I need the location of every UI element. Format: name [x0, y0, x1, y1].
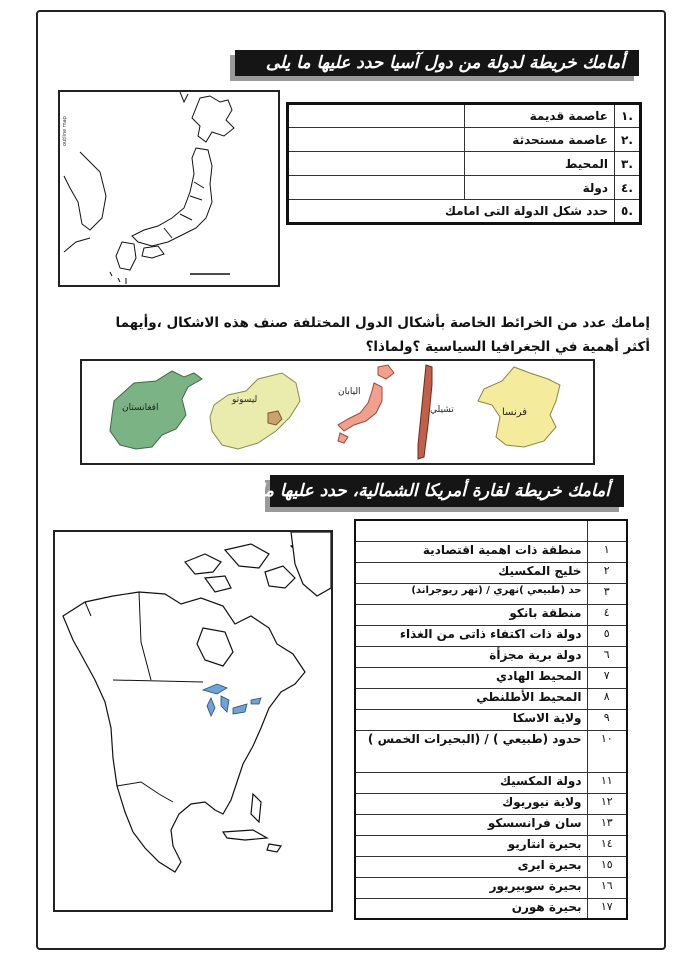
- item-text: حد (طبيعي )نهري / (نهر ريوجراند): [355, 583, 587, 604]
- table-row: [355, 541, 627, 562]
- item-number: ٨: [587, 688, 627, 709]
- item-text: بحيرة هورن: [355, 898, 587, 919]
- table-row: [355, 898, 627, 919]
- table-row: [355, 793, 627, 814]
- item-text: منطقة بانكو: [355, 604, 587, 625]
- item-text: خليج المكسيك: [355, 562, 587, 583]
- item-number: ١٣: [587, 814, 627, 835]
- item-number: ١٧: [587, 898, 627, 919]
- table-row: [355, 835, 627, 856]
- table-row: [288, 152, 641, 176]
- svg-text:outline map: outline map: [62, 116, 68, 146]
- item-text: دولة المكسيك: [355, 772, 587, 793]
- item-text: منطقة ذات اهمية اقتصادية: [355, 541, 587, 562]
- item-text: حدد شكل الدولة التى امامك: [288, 200, 615, 224]
- north-america-map: [53, 530, 333, 912]
- item-number: ٢: [587, 562, 627, 583]
- table-row: [288, 200, 641, 224]
- item-text: دولة ذات اكتفاء ذاتى من الغذاء: [355, 625, 587, 646]
- label-chile: تشيلي: [430, 405, 454, 415]
- question-line-1: إمامك عدد من الخرائط الخاصة بأشكال الدول المختلفة صنف هذه الاشكال ،وأيهما: [115, 315, 650, 331]
- answer-cell[interactable]: [288, 104, 465, 128]
- table-header-row: [355, 520, 627, 541]
- item-text: ولاية نيوريوك: [355, 793, 587, 814]
- table-row: [288, 104, 641, 128]
- item-text: المحيط الأطلنطي: [355, 688, 587, 709]
- item-number: ١٤: [587, 835, 627, 856]
- item-number: ١٥: [587, 856, 627, 877]
- item-number: .٥: [615, 200, 641, 224]
- item-text: دولة: [465, 176, 615, 200]
- label-japan: اليابان: [338, 387, 361, 397]
- japan-shape: [338, 365, 394, 443]
- item-number: ٩: [587, 709, 627, 730]
- item-text: دولة برية مجزأة: [355, 646, 587, 667]
- section3-table: [354, 519, 628, 920]
- table-row: [355, 772, 627, 793]
- section1-table: [286, 102, 642, 225]
- table-row: [355, 583, 627, 604]
- item-number: .١: [615, 104, 641, 128]
- item-number: .٣: [615, 152, 641, 176]
- answer-cell[interactable]: [288, 152, 465, 176]
- item-number: .٢: [615, 128, 641, 152]
- item-text: بحيرة ايرى: [355, 856, 587, 877]
- item-text: المحيط الهادي: [355, 667, 587, 688]
- table-row: [355, 709, 627, 730]
- item-text: المحيط: [465, 152, 615, 176]
- item-number: ١١: [587, 772, 627, 793]
- item-text: بحيرة سوبيريور: [355, 877, 587, 898]
- item-text: عاصمة مستحدثة: [465, 128, 615, 152]
- section1-title: أمامك خريطة لدولة من دول آسيا حدد عليها ما يلى: [235, 50, 639, 76]
- label-france: فرنسا: [502, 407, 528, 418]
- south-africa-shape: [210, 373, 300, 449]
- label-afghanistan: افغانستان: [122, 403, 159, 413]
- item-text: بحيرة انتاريو: [355, 835, 587, 856]
- item-number: ١٠: [587, 730, 627, 772]
- item-number: .٤: [615, 176, 641, 200]
- table-row: [355, 646, 627, 667]
- item-number: ٦: [587, 646, 627, 667]
- country-shapes-panel: [80, 359, 595, 465]
- table-row: [355, 856, 627, 877]
- table-row: [355, 625, 627, 646]
- item-text: عاصمة قديمة: [465, 104, 615, 128]
- table-row: [288, 176, 641, 200]
- table-row: [355, 667, 627, 688]
- item-number: ٤: [587, 604, 627, 625]
- answer-cell[interactable]: [288, 128, 465, 152]
- japan-map: [58, 90, 280, 287]
- item-number: ١: [587, 541, 627, 562]
- table-row: [355, 730, 627, 772]
- item-number: ٧: [587, 667, 627, 688]
- table-row: [288, 128, 641, 152]
- item-number: ١٦: [587, 877, 627, 898]
- shapes-question: [80, 311, 650, 359]
- table-row: [355, 877, 627, 898]
- answer-cell[interactable]: [288, 176, 465, 200]
- question-line-2: أكثر أهمية في الجغرافيا السياسية ؟ولماذا؟: [365, 339, 650, 355]
- label-lesotho: ليسوتو: [232, 395, 258, 405]
- table-row: [355, 814, 627, 835]
- item-number: ٣: [587, 583, 627, 604]
- table-row: [355, 688, 627, 709]
- section3-title: أمامك خريطة لقارة أمريكا الشمالية، حدد عليها ما يلى: [270, 475, 624, 507]
- item-text: سان فرانسسكو: [355, 814, 587, 835]
- table-row: [355, 604, 627, 625]
- table-row: [355, 562, 627, 583]
- item-text: حدود (طبيعي ) / (البحيرات الخمس ): [355, 730, 587, 772]
- item-text: ولاية الاسكا: [355, 709, 587, 730]
- item-number: ٥: [587, 625, 627, 646]
- item-number: ١٢: [587, 793, 627, 814]
